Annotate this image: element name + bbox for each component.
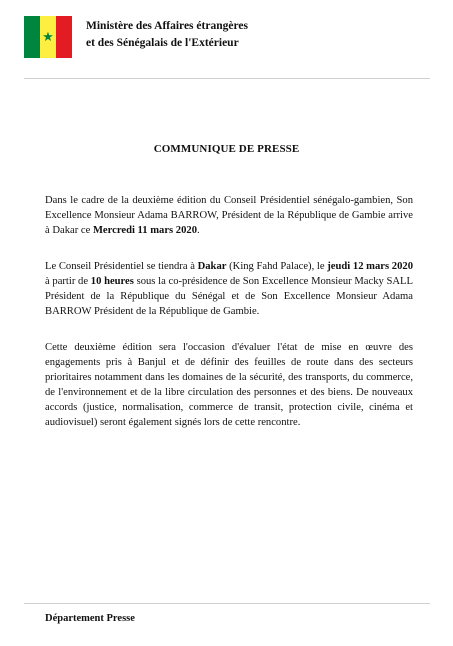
ministry-line-2: et des Sénégalais de l'Extérieur [86, 37, 239, 49]
senegal-flag-icon [24, 16, 72, 58]
p2-date: jeudi 12 mars 2020 [327, 261, 413, 272]
header-divider [24, 78, 430, 79]
paragraph-2 [45, 259, 413, 319]
p1-text-1: Dans le cadre de la deuxième édition du Conseil Présidentiel sénégalo-gambien, Son Excellence Monsieur Adama BARROW, Président de la République de Gambie arrive à Dakar ce [45, 195, 413, 236]
letterhead [0, 0, 453, 80]
paragraph-1 [45, 193, 413, 238]
department-signature: Département Presse [45, 613, 135, 624]
p2-text-4: sous la co-présidence de Son Excellence Monsieur Macky SALL Président de la République du Sénégal et de Son Excellence Monsieur Adama BARROW Président de la République de Gambie. [45, 276, 413, 317]
p2-time: 10 heures [90, 276, 134, 287]
p2-text-1: Le Conseil Présidentiel se tiendra à [45, 261, 198, 272]
p2-text-3: à partir de [45, 276, 91, 287]
press-release-body [45, 193, 413, 451]
footer-divider [24, 603, 430, 604]
ministry-name [86, 18, 386, 52]
star-icon: ★ [42, 29, 54, 45]
ministry-line-1: Ministère des Affaires étrangères [86, 20, 248, 32]
press-release-title: COMMUNIQUE DE PRESSE [153, 143, 300, 155]
p2-text-2: (King Fahd Palace), le [226, 261, 328, 272]
p2-location: Dakar [197, 261, 227, 272]
p1-text-2: . [197, 225, 200, 236]
paragraph-3: Cette deuxième édition sera l'occasion d'évaluer l'état de mise en œuvre des engagements pris à Banjul et de définir des feuilles de route dans des secteurs prioritaires notamment dans les domaines de la sécurité, des transports, du commerce, de l'environnement et de la libre circulation des personnes et des biens. De nouveaux accords (justice, normalisation, commerce de transit, protection civile, cinéma et audiovisuel) seront également signés lors de cette rencontre. [45, 342, 413, 428]
p1-date: Mercredi 11 mars 2020 [92, 225, 197, 236]
